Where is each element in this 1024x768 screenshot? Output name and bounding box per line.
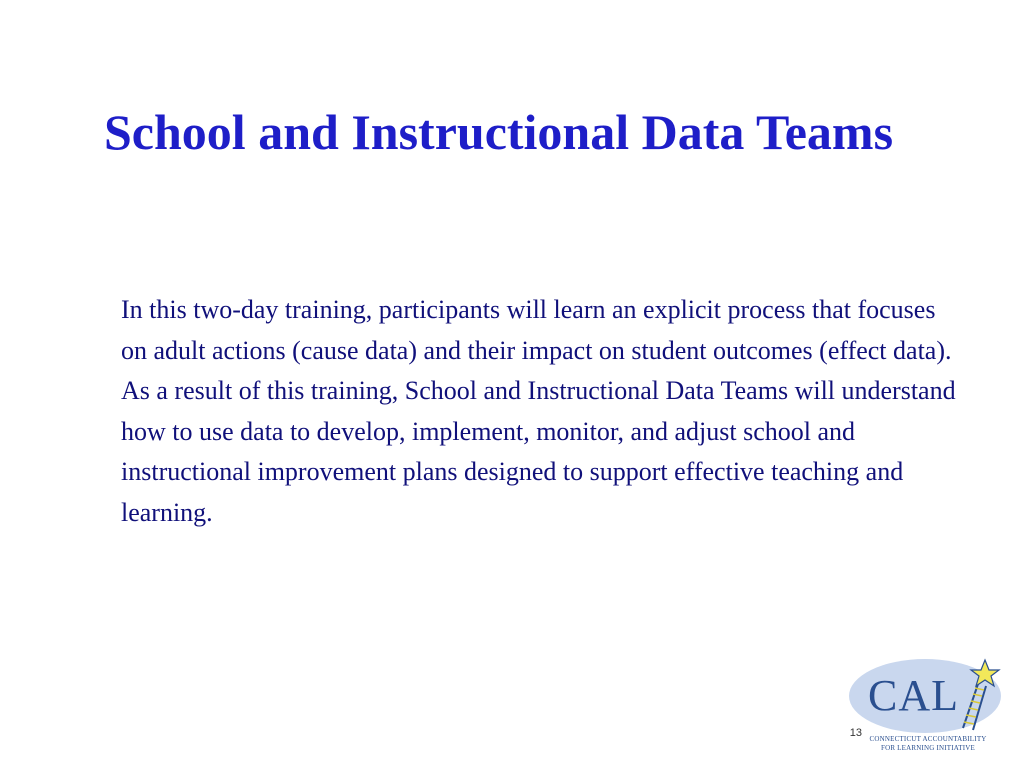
logo-subtitle-line2: FOR LEARNING INITIATIVE — [880, 744, 976, 752]
logo-text: CAL — [868, 671, 959, 720]
slide-body-text: In this two-day training, participants will learn an explicit process that focuses on adult actions (cause data) and their impact on student outcomes (effect data). As a result of this training, School and Instructional Data Teams will understand how to use data to develop, implement, monitor, and adjust school and instructional improvement plans designed to support effective teaching and learning. — [121, 295, 956, 527]
page-number: 13 — [849, 727, 862, 739]
logo-subtitle-line1: CONNECTICUT ACCOUNTABILITY — [869, 735, 987, 743]
slide-title: School and Instructional Data Teams — [104, 104, 894, 160]
